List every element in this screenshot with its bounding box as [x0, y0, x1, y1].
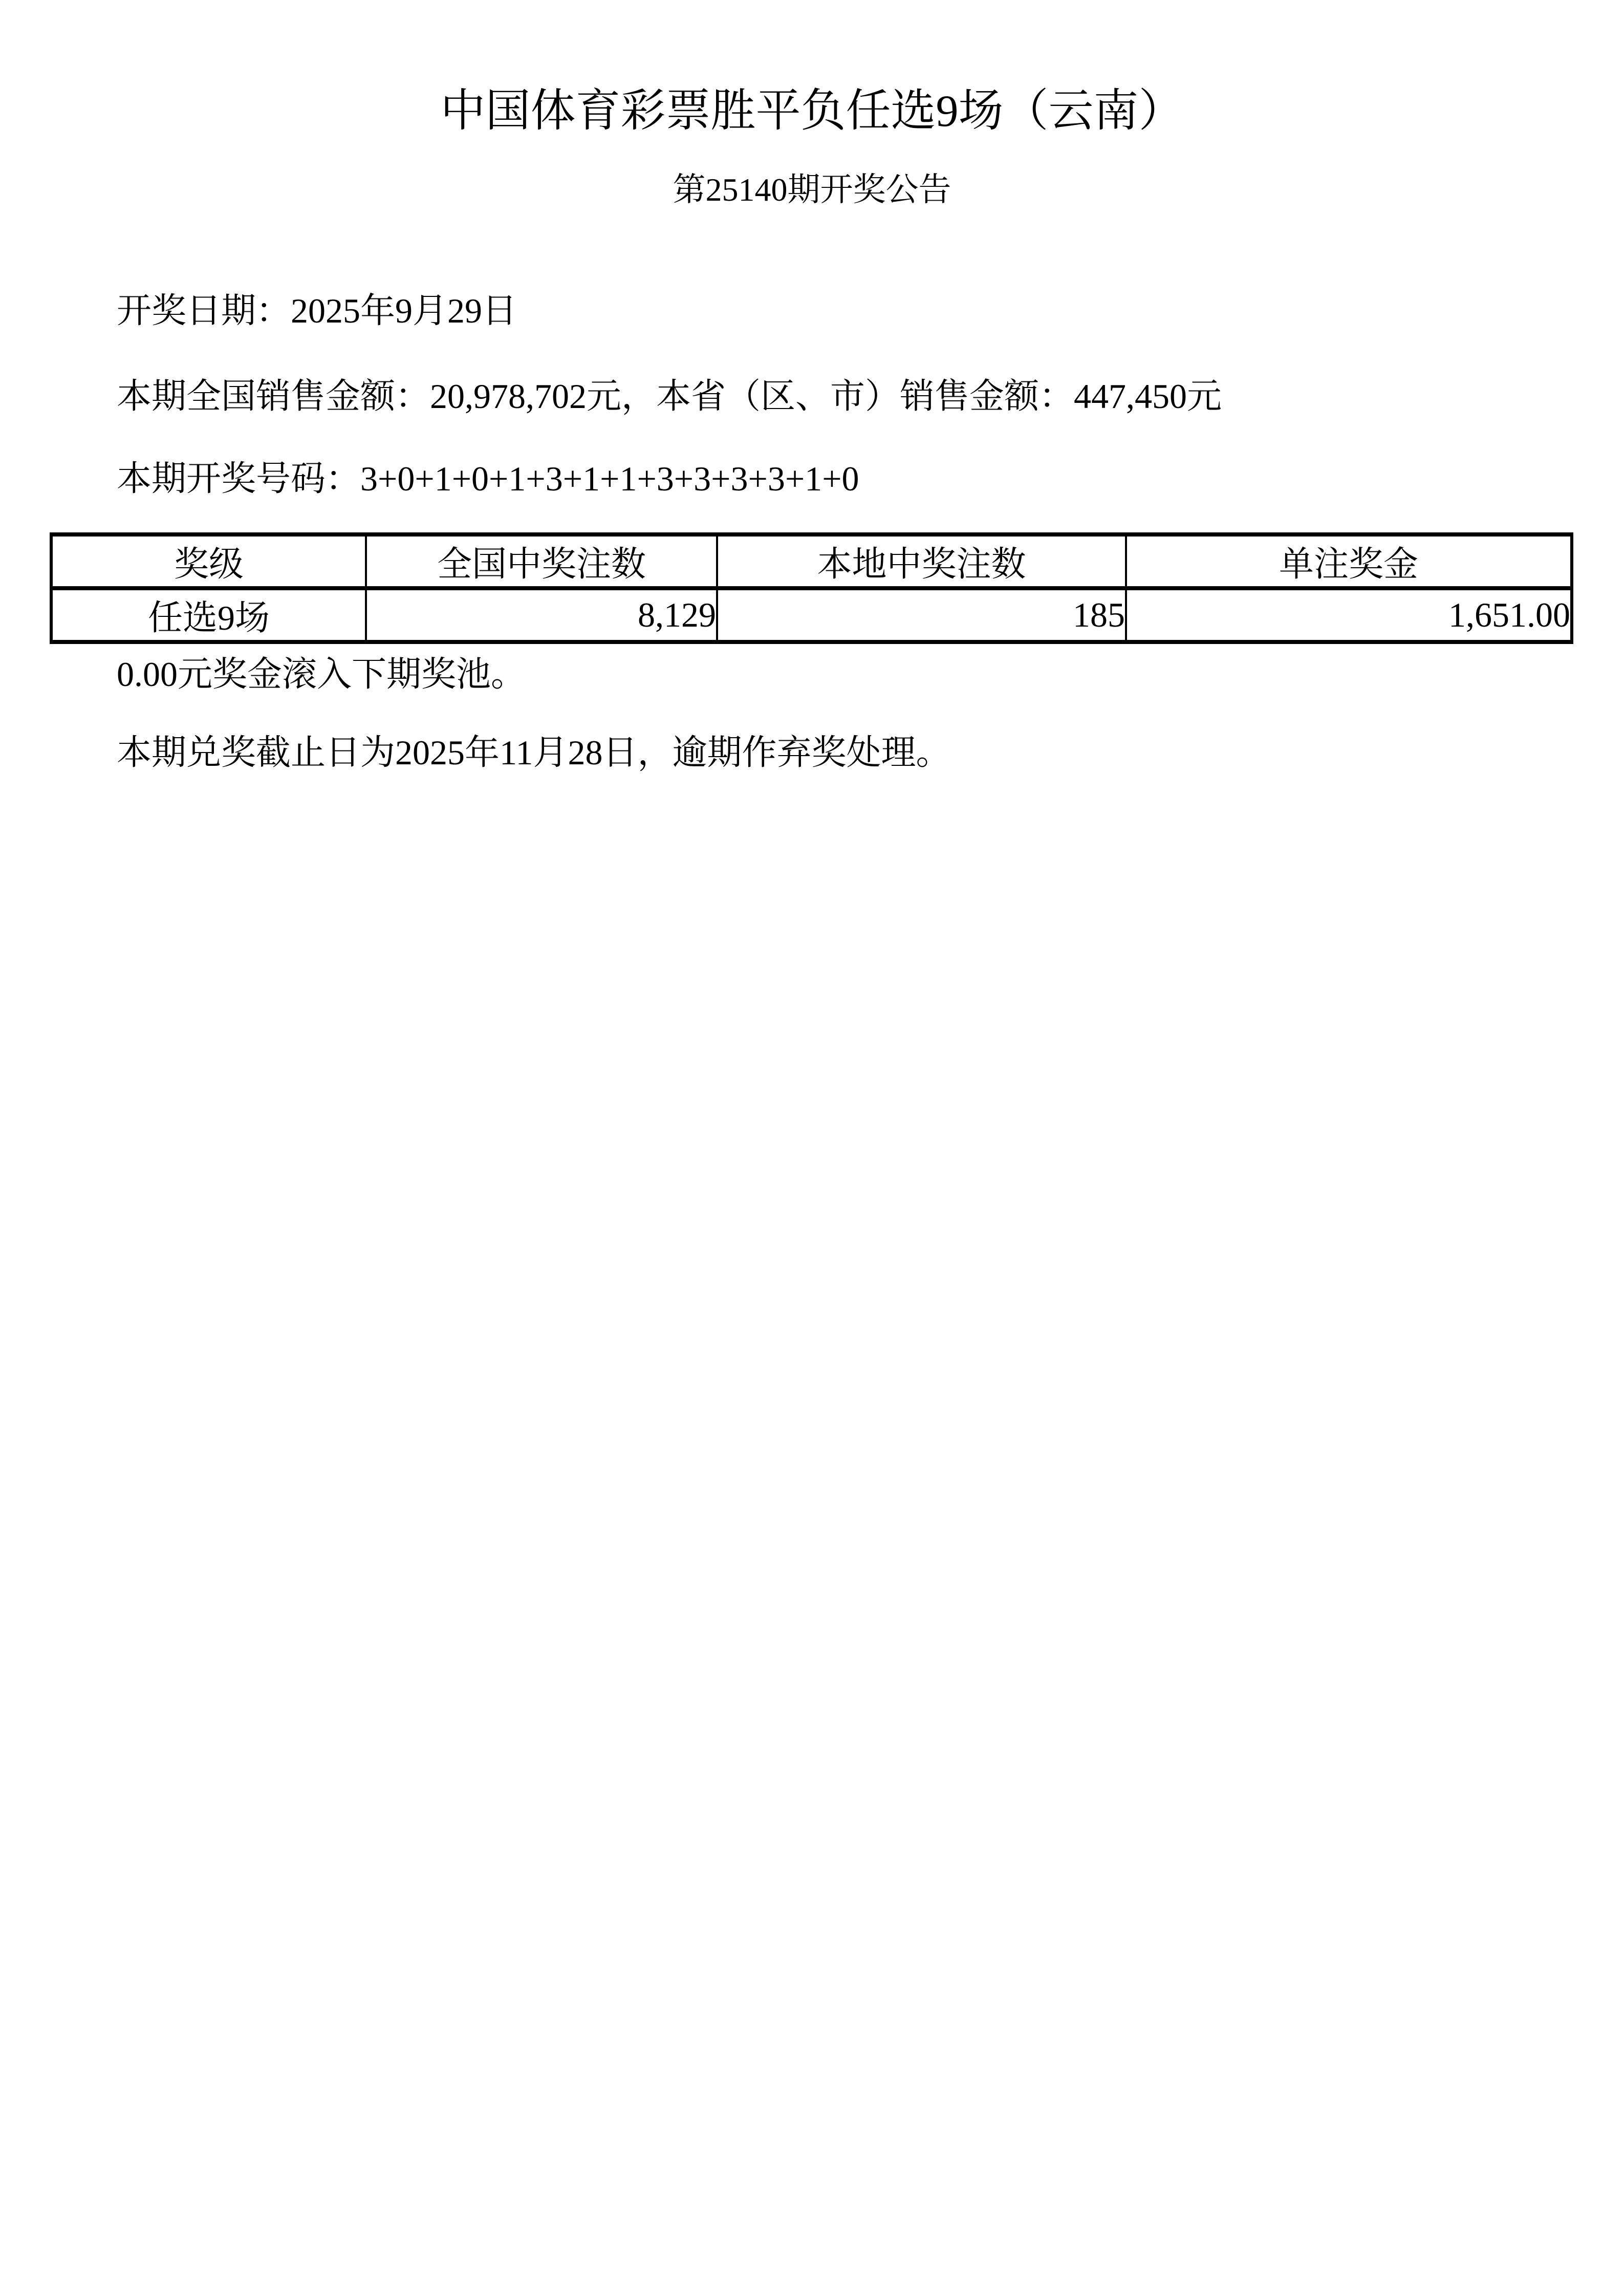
- draw-date-line: 开奖日期：2025年9月29日: [117, 291, 517, 330]
- header-prize-level: 奖级: [51, 534, 366, 588]
- sales-amount-line: 本期全国销售金额：20,978,702元，本省（区、市）销售金额：447,450元: [117, 377, 1222, 416]
- page-title: 中国体育彩票胜平负任选9场（云南）: [440, 87, 1184, 136]
- winning-numbers-line: 本期开奖号码：3+0+1+0+1+3+1+1+3+3+3+3+1+0: [117, 459, 859, 498]
- prize-table: [50, 532, 1573, 644]
- cell-national-winners: 8,129: [366, 588, 717, 642]
- cell-local-winners: 185: [717, 588, 1126, 642]
- cell-prize-level: 任选9场: [147, 598, 270, 637]
- header-local-winners: 本地中奖注数: [717, 534, 1126, 588]
- page-subtitle: 第25140期开奖公告: [673, 171, 951, 208]
- redeem-deadline-line: 本期兑奖截止日为2025年11月28日，逾期作弃奖处理。: [117, 733, 951, 772]
- header-national-winners: 全国中奖注数: [366, 534, 717, 588]
- header-single-bet-prize: 单注奖金: [1126, 534, 1572, 588]
- rollover-line: 0.00元奖金滚入下期奖池。: [117, 655, 526, 694]
- prize-table-data-row: [51, 588, 1572, 642]
- cell-single-bet-prize: 1,651.00: [1126, 588, 1572, 642]
- prize-table-header-row: [51, 534, 1572, 588]
